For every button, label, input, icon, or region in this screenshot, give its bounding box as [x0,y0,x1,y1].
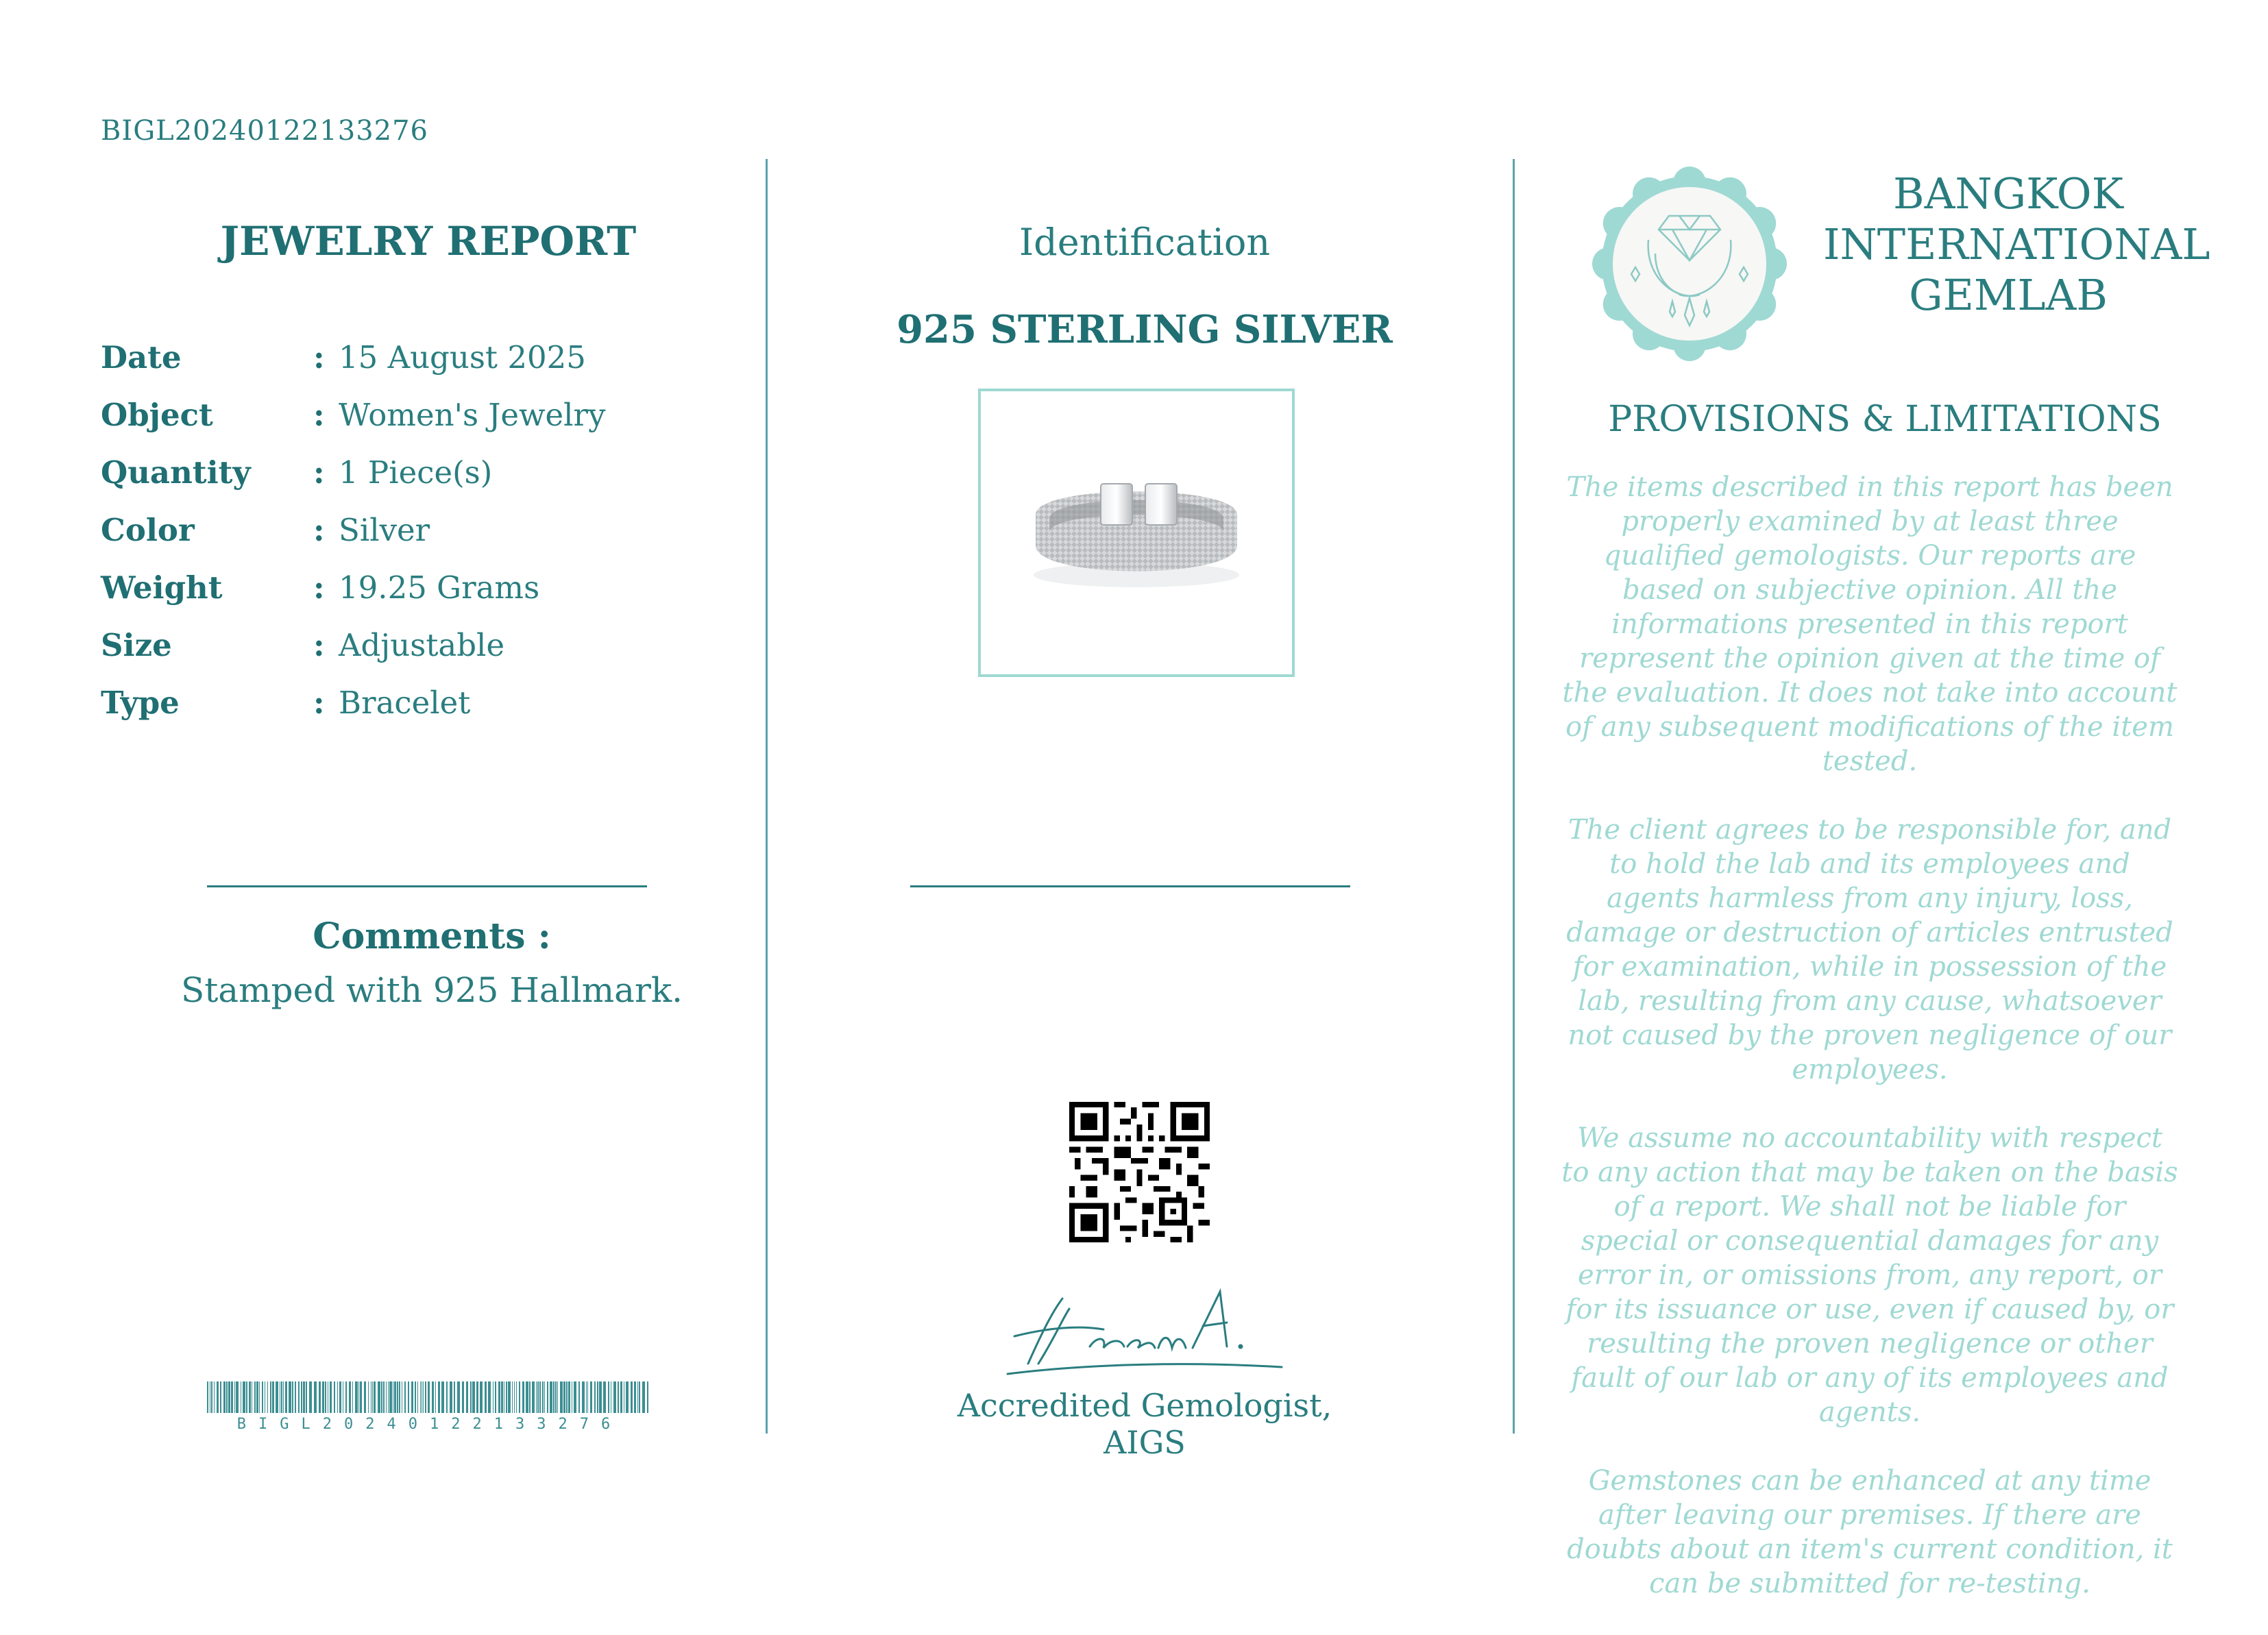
detail-separator: : [313,512,325,548]
detail-label: Weight [101,569,223,606]
gemologist-label: Accredited Gemologist, AIGS [957,1387,1332,1461]
detail-value: Silver [339,512,430,548]
detail-separator: : [313,685,325,721]
provisions-paragraph: We assume no accountability with respect to any action that may be taken on the basis of a report. We shall not be liable for special or consequential damages for any error in, or omissions from, any report, or for its issuance or use, even if caused by, or resulting the proven negligence or other fault of our lab or any of its employees and agents. [1561,1122,2178,1428]
comments-title: Comments : [313,915,551,957]
comments-divider [207,885,647,887]
item-photo [978,389,1295,677]
column-divider-left [766,159,768,1434]
middle-divider [910,885,1350,887]
detail-label: Quantity [101,454,251,491]
detail-label: Color [101,512,195,548]
diamond-moon-seal-icon [1590,164,1789,363]
brand-line: INTERNATIONAL [1823,219,2210,269]
detail-separator: : [313,397,325,433]
column-divider-right [1513,159,1515,1434]
provisions-text [1561,470,2178,1635]
report-id: BIGL20240122133276 [101,115,428,147]
qr-code-icon [1069,1102,1210,1242]
comments-text: Stamped with 925 Hallmark. [180,970,683,1010]
identification-value: 925 STERLING SILVER [897,307,1393,352]
detail-value: 1 Piece(s) [339,454,493,491]
brand-name [1823,169,2210,321]
detail-separator: : [313,339,325,376]
detail-separator: : [313,569,325,606]
bracelet-image [981,391,1292,674]
brand-line: GEMLAB [1909,270,2108,320]
identification-title: Identification [1019,221,1271,264]
detail-label: Object [101,397,213,433]
signature-image [987,1271,1295,1388]
provisions-paragraph: Gemstones can be enhanced at any time after leaving our premises. If there are doubts about an item's current condition, it can be submitted for re-testing. [1567,1465,2173,1599]
provisions-paragraph: The client agrees to be responsible for, and to hold the lab and its employees and agents harmless from any injury, loss, damage or destruction of articles entrusted for examination, while in possession of the lab, resulting from any cause, whatsoever not caused by the proven negligence of our employees. [1566,814,2173,1085]
detail-value: Bracelet [339,685,471,721]
detail-label: Date [101,339,182,376]
detail-value: Adjustable [339,627,505,663]
provisions-paragraph: The items described in this report has been properly examined by at least three qualified gemologists. Our reports are based on subjective opinion. All the informations presented in this report represent the opinion given at the time of the evaluation. It does not take into account of any subsequent modifications of the item tested. [1562,471,2178,777]
detail-value: Women's Jewelry [339,397,606,433]
detail-separator: : [313,454,325,491]
report-title: JEWELRY REPORT [220,218,637,265]
detail-value: 15 August 2025 [339,339,586,376]
barcode-text: BIGL20240122133276 [236,1416,623,1433]
detail-separator: : [313,627,325,663]
barcode-icon [207,1381,653,1413]
brand-line: BANGKOK [1893,169,2123,219]
provisions-title: PROVISIONS & LIMITATIONS [1608,399,2162,440]
detail-label: Size [101,627,172,663]
detail-label: Type [101,685,180,721]
detail-value: 19.25 Grams [339,569,540,606]
